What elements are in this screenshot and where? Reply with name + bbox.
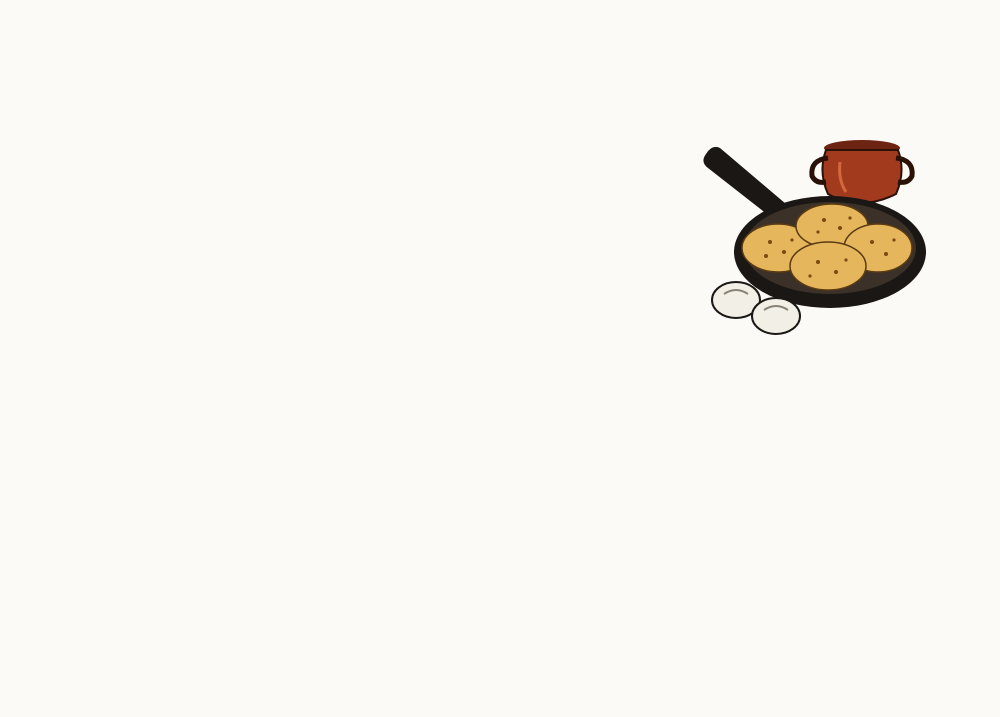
clay-pot-icon	[812, 140, 912, 203]
illustration-pan-icon	[700, 132, 940, 342]
